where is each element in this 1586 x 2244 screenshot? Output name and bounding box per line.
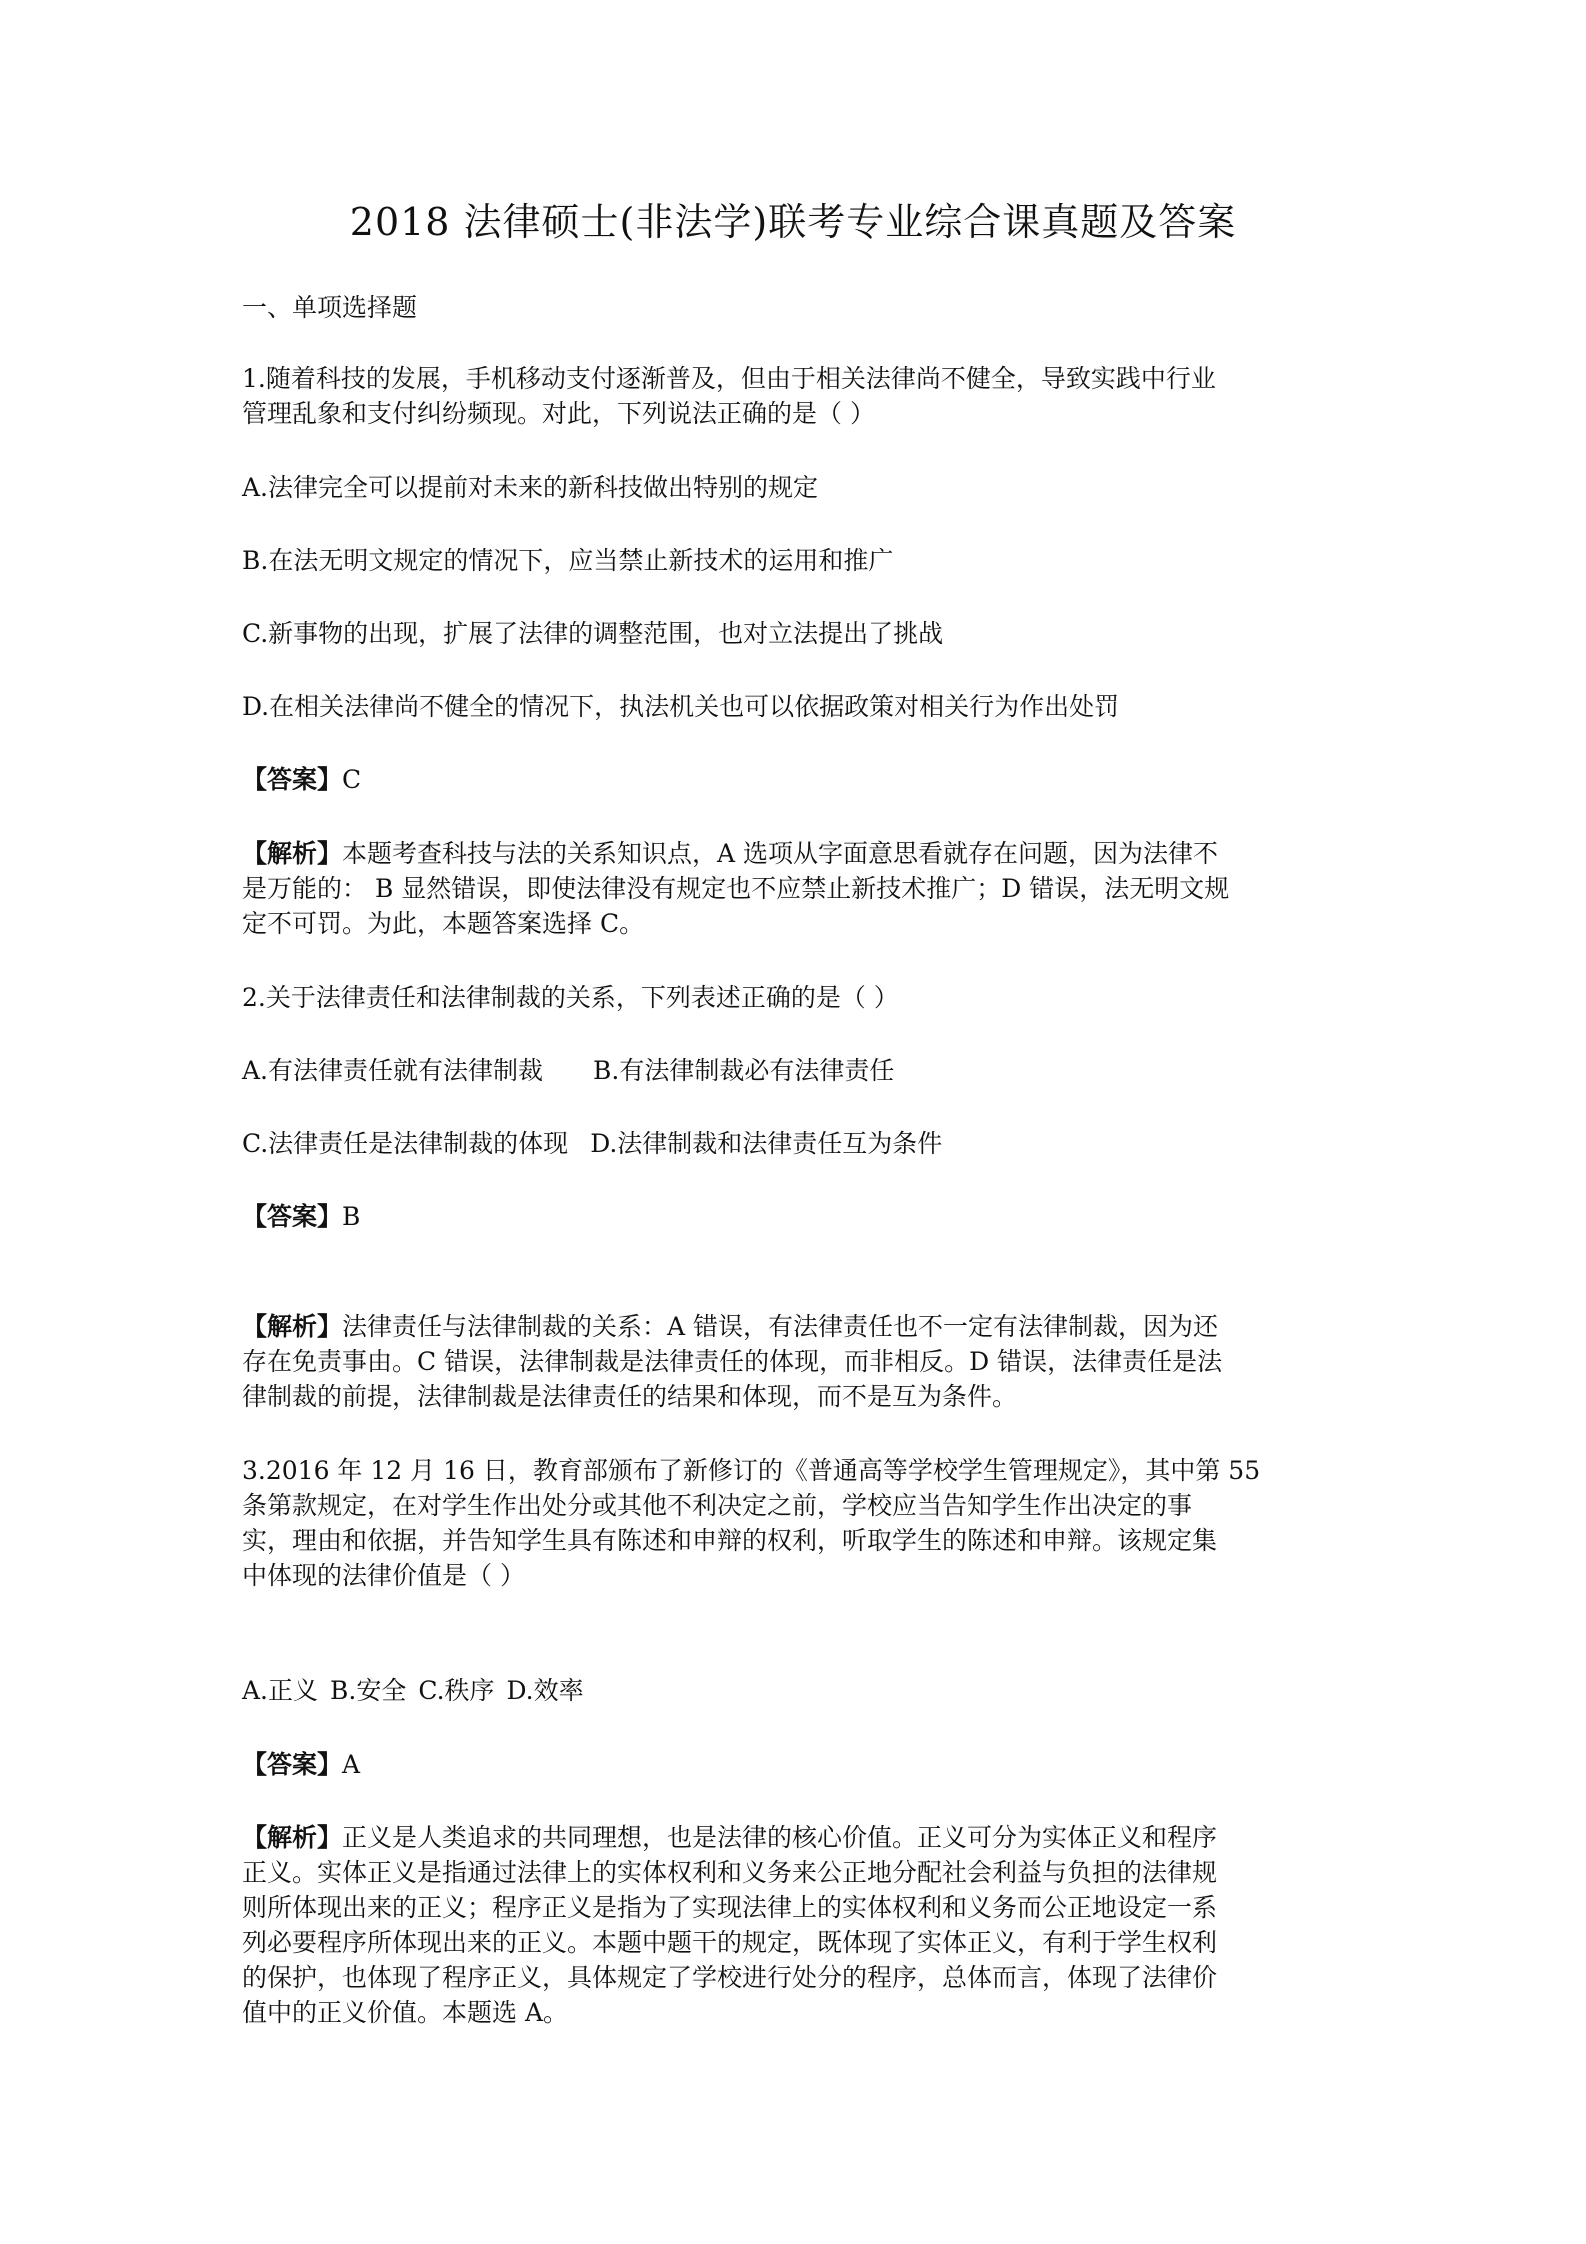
analysis-line: 正义是人类追求的共同理想，也是法律的核心价值。正义可分为实体正义和程序 [342,1823,1218,1852]
question-2-options-row-1 [242,1053,1342,1088]
question-3-stem-line: 3.2016 年 12 月 16 日，教育部颁布了新修订的《普通高等学校学生管理规定》，其中第 55 [242,1456,1261,1485]
document-title: 2018 法律硕士(非法学)联考专业综合课真题及答案 [349,200,1237,244]
question-1-option-c: C.新事物的出现，扩展了法律的调整范围，也对立法提出了挑战 [242,619,944,648]
question-2-options-row-2 [242,1126,1342,1161]
question-1-stem-line: 1.随着科技的发展，手机移动支付逐渐普及，但由于相关法律尚不健全，导致实践中行业 [242,364,1216,393]
question-3-analysis [242,1820,1342,2030]
question-2-answer [242,1199,1342,1234]
analysis-line: 律制裁的前提，法律制裁是法律责任的结果和体现，而不是互为条件。 [242,1382,1018,1411]
question-3-stem-line: 实，理由和依据，并告知学生具有陈述和申辩的权利，听取学生的陈述和申辩。该规定集 [242,1526,1218,1555]
question-1-option-a: A.法律完全可以提前对未来的新科技做出特别的规定 [242,473,819,502]
analysis-line: 存在免责事由。C 错误，法律制裁是法律责任的体现，而非相反。D 错误，法律责任是法 [242,1347,1223,1376]
question-3-options [242,1673,1342,1708]
question-2-option-b: B.有法律制裁必有法律责任 [593,1056,895,1085]
question-3-option-a: A.正义 [242,1676,319,1705]
question-3-option-d: D.效率 [506,1676,584,1705]
analysis-line: 的保护，也体现了程序正义，具体规定了学校进行处分的程序，总体而言，体现了法律价 [242,1963,1218,1992]
analysis-line: 是万能的： B 显然错误，即使法律没有规定也不应禁止新技术推广；D 错误，法无明文规 [242,874,1230,903]
question-2-stem-line: 2.关于法律责任和法律制裁的关系，下列表述正确的是（ ） [242,983,899,1012]
section-heading: 一、单项选择题 [242,293,418,322]
answer-value: C [342,765,362,794]
question-2-analysis [242,1309,1342,1414]
question-3-option-b: B.安全 [330,1676,407,1705]
question-1-analysis [242,836,1342,941]
question-3-stem-line: 中体现的法律价值是（ ） [242,1561,525,1590]
answer-value: B [342,1202,361,1231]
question-1-stem [242,361,1342,431]
answer-label: 【答案】 [242,1750,343,1779]
question-3-option-c: C.秩序 [418,1676,495,1705]
question-2-option-a: A.有法律责任就有法律制裁 [242,1056,544,1085]
question-3-answer [242,1747,1342,1782]
question-2-option-d: D.法律制裁和法律责任互为条件 [590,1129,943,1158]
analysis-line: 法律责任与法律制裁的关系：A 错误，有法律责任也不一定有法律制裁，因为还 [342,1312,1219,1341]
analysis-line: 则所体现出来的正义；程序正义是指为了实现法律上的实体权利和义务而公正地设定一系 [242,1893,1218,1922]
question-1-option-b: B.在法无明文规定的情况下，应当禁止新技术的运用和推广 [242,546,894,575]
analysis-label: 【解析】 [242,1823,343,1852]
question-1-option-d: D.在相关法律尚不健全的情况下，执法机关也可以依据政策对相关行为作出处罚 [242,692,1120,721]
question-1-answer [242,762,1342,797]
analysis-line: 正义。实体正义是指通过法律上的实体权利和义务来公正地分配社会利益与负担的法律规 [242,1858,1218,1887]
analysis-line: 列必要程序所体现出来的正义。本题中题干的规定，既体现了实体正义，有利于学生权利 [242,1928,1218,1957]
analysis-line: 本题考查科技与法的关系知识点，A 选项从字面意思看就存在问题，因为法律不 [342,839,1219,868]
answer-value: A [342,1750,361,1779]
answer-label: 【答案】 [242,765,343,794]
analysis-line: 定不可罚。为此，本题答案选择 C。 [242,909,645,938]
analysis-label: 【解析】 [242,1312,343,1341]
question-1-stem-line: 管理乱象和支付纠纷频现。对此，下列说法正确的是（ ） [242,399,875,428]
analysis-label: 【解析】 [242,839,343,868]
question-2-stem [242,980,1342,1015]
analysis-line: 值中的正义价值。本题选 A。 [242,1998,569,2027]
question-3-stem-line: 条第款规定，在对学生作出处分或其他不利决定之前，学校应当告知学生作出决定的事 [242,1491,1193,1520]
question-2-option-c: C.法律责任是法律制裁的体现 [242,1129,569,1158]
question-3-stem [242,1453,1342,1593]
answer-label: 【答案】 [242,1202,343,1231]
